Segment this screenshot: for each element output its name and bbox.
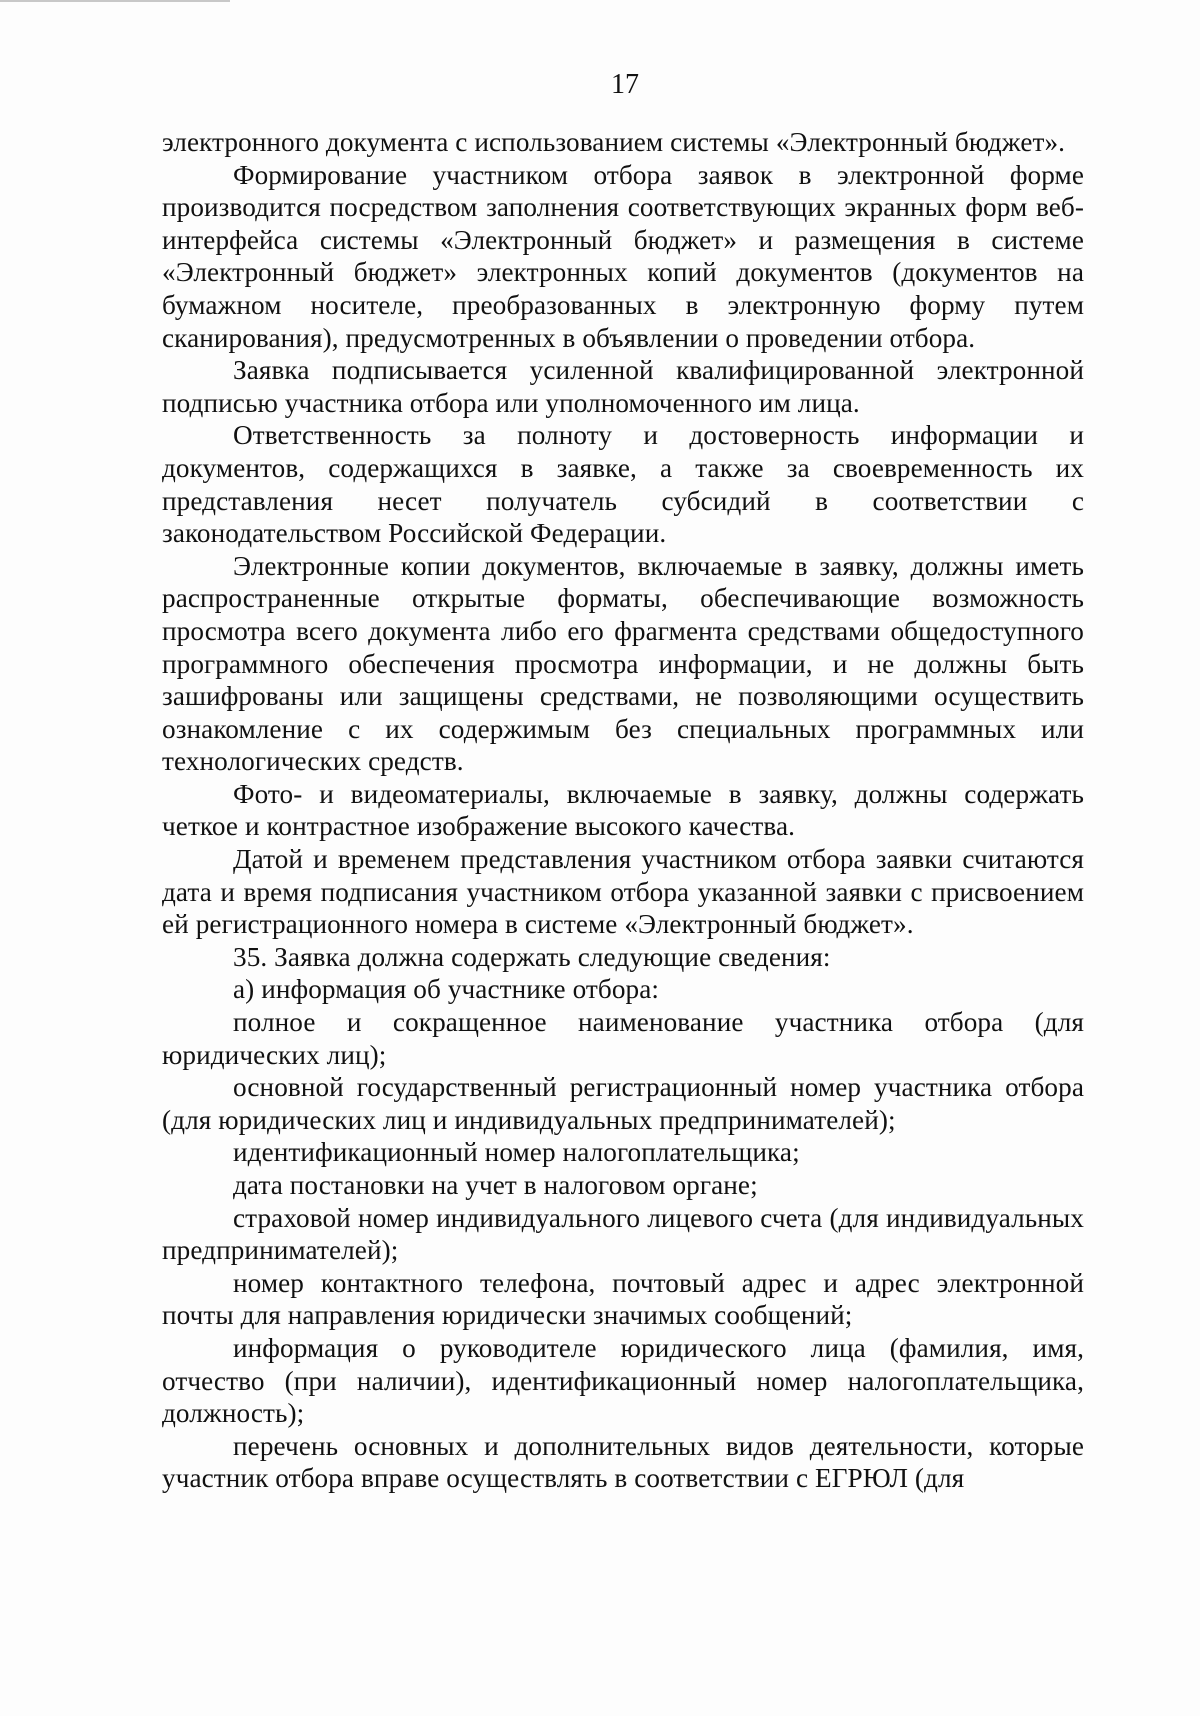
list-item: дата постановки на учет в налоговом органе; [233,1170,758,1200]
list-item: страховой номер индивидуального лицевого счета (для индивидуальных предпринимателей); [162,1202,1084,1266]
scan-edge-line [0,0,230,2]
section-heading-35: 35. Заявка должна содержать следующие сведения: [233,941,831,972]
paragraph: Формирование участником отбора заявок в электронной форме производится посредством заполнения соответствующих экранных форм веб-интерфейса системы «Электронный бюджет» и размещения в системе «Электронный бюджет» электронных копий документов (документов на бумажном носителе, преобразованных в электронную форму путем сканирования), предусмотренных в объявлении о проведении отбора. [162,159,1084,353]
paragraph: Датой и временем представления участником отбора заявки считаются дата и время подписания участником отбора указанной заявки с присвоением ей регистрационного номера в системе «Электронный бюджет». [162,844,1084,940]
list-item: номер контактного телефона, почтовый адрес и адрес электронной почты для направления юридически значимых сообщений; [162,1267,1084,1331]
paragraph: Заявка подписывается усиленной квалифицированной электронной подписью участника отбора или уполномоченного им лица. [162,355,1084,418]
list-item: идентификационный номер налогоплательщика; [233,1137,800,1168]
document-body [162,126,1084,1495]
paragraph: Ответственность за полноту и достоверность информации и документов, содержащихся в заявке, а также за своевременность их представления несет получатель субсидий в соответствии с законодательством Российской Федерации. [162,420,1084,549]
page-number: 17 [611,69,639,100]
list-item: перечень основных и дополнительных видов деятельности, которые участник отбора вправе осуществлять в соответствии с ЕГРЮЛ (для [162,1430,1084,1494]
list-item: основной государственный регистрационный номер участника отбора (для юридических лиц и индивидуальных предпринимателей); [162,1072,1084,1135]
list-item: полное и сокращенное наименование участника отбора (для юридических лиц); [162,1007,1084,1070]
paragraph: электронного документа с использованием системы «Электронный бюджет». [162,127,1066,157]
paragraph: Электронные копии документов, включаемые в заявку, должны иметь распространенные открытые форматы, обеспечивающие возможность просмотра всего документа либо его фрагмента средствами общедоступного программного обеспечения просмотра информации, и не должны быть зашифрованы или защищены средствами, не позволяющими осуществить ознакомление с их содержимым без специальных программных или технологических средств. [162,550,1084,777]
list-item: информация о руководителе юридического лица (фамилия, имя, отчество (при наличии), идентификационный номер налогоплательщика, должность); [162,1332,1084,1429]
paragraph: Фото- и видеоматериалы, включаемые в заявку, должны содержать четкое и контрастное изображение высокого качества. [162,778,1084,842]
subsection-a-heading: а) информация об участнике отбора: [233,974,660,1005]
